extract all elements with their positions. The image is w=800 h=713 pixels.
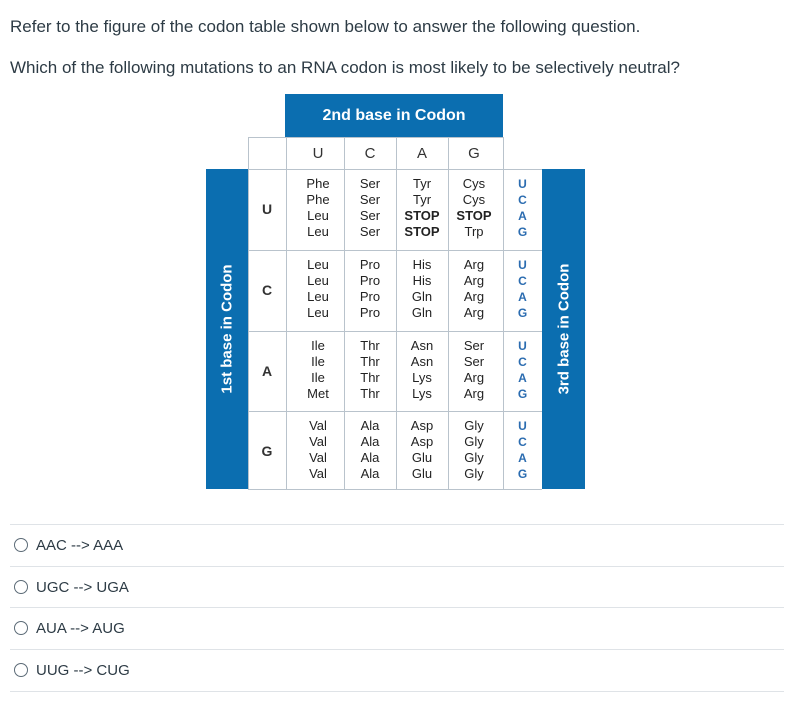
amino-acid: His: [412, 257, 432, 272]
answer-option-label: UUG --> CUG: [36, 661, 130, 679]
amino-acid: Leu: [307, 305, 329, 320]
amino-acid: Arg: [463, 370, 485, 385]
second-base-G: G: [468, 144, 480, 162]
answer-option-label: AUA --> AUG: [36, 619, 125, 637]
third-base-A: A: [518, 290, 527, 304]
third-base-letters: [503, 338, 542, 402]
third-base-G: G: [517, 387, 528, 401]
radio-button[interactable]: [14, 663, 28, 677]
amino-acid: Pro: [359, 289, 381, 304]
first-base-C: C: [261, 282, 273, 298]
answer-option-label: UGC --> UGA: [36, 578, 129, 596]
amino-acid: Val: [309, 450, 327, 465]
second-base-U: U: [312, 144, 324, 162]
amino-acid: Thr: [360, 338, 380, 353]
amino-acid: Ser: [463, 338, 485, 353]
amino-acid: Ile: [311, 338, 325, 353]
amino-acid: Arg: [463, 289, 485, 304]
amino-acid: Lys: [412, 386, 432, 401]
amino-acid: Cys: [462, 192, 486, 207]
option-separator: [10, 649, 784, 650]
codon-cell: [396, 338, 448, 402]
third-base-C: C: [518, 435, 527, 449]
amino-acid: Gln: [411, 305, 433, 320]
amino-acid: Leu: [307, 208, 329, 223]
amino-acid: Ile: [311, 354, 325, 369]
second-base-header: 2nd base in Codon: [285, 94, 503, 137]
amino-acid: Ser: [359, 208, 381, 223]
amino-acid: Arg: [463, 305, 485, 320]
amino-acid: Lys: [412, 370, 432, 385]
amino-acid: Gln: [411, 289, 433, 304]
third-base-A: A: [518, 371, 527, 385]
amino-acid: Val: [309, 434, 327, 449]
first-base-sidebar: [206, 169, 248, 489]
amino-acid: Ser: [359, 224, 381, 239]
third-base-C: C: [518, 274, 527, 288]
amino-acid: Ala: [360, 434, 380, 449]
first-base-label: 1st base in Codon: [218, 264, 236, 394]
radio-button[interactable]: [14, 621, 28, 635]
codon-cell: [292, 257, 344, 321]
codon-cell: [292, 176, 344, 240]
amino-acid: Gly: [464, 418, 484, 433]
amino-acid: Leu: [307, 224, 329, 239]
third-base-U: U: [518, 177, 527, 191]
amino-acid: Arg: [463, 257, 485, 272]
codon-cell: [396, 418, 448, 482]
answer-option[interactable]: [14, 575, 129, 599]
question-intro: Refer to the figure of the codon table shown below to answer the following question.: [10, 17, 641, 36]
grid-line: [248, 250, 542, 251]
third-base-letters: [503, 418, 542, 482]
answer-option[interactable]: [14, 658, 130, 682]
amino-acid: Thr: [360, 386, 380, 401]
grid-line: [248, 331, 542, 332]
codon-cell: [396, 257, 448, 321]
third-base-C: C: [518, 355, 527, 369]
amino-acid: Tyr: [412, 192, 432, 207]
stop-codon: STOP: [404, 208, 440, 223]
codon-cell: [292, 418, 344, 482]
codon-cell: [344, 257, 396, 321]
third-base-G: G: [517, 225, 528, 239]
amino-acid: Gly: [464, 466, 484, 481]
amino-acid: Asp: [410, 434, 434, 449]
grid-line: [248, 137, 249, 489]
first-base-G: G: [261, 443, 273, 459]
amino-acid: Leu: [307, 289, 329, 304]
third-base-sidebar: [542, 169, 585, 489]
grid-line: [248, 411, 542, 412]
amino-acid: Thr: [360, 370, 380, 385]
codon-cell: [344, 338, 396, 402]
second-base-C: C: [364, 144, 376, 162]
amino-acid: Phe: [306, 176, 330, 191]
third-base-label: 3rd base in Codon: [555, 263, 572, 395]
codon-cell: [448, 176, 500, 240]
third-base-A: A: [518, 451, 527, 465]
codon-cell: [448, 257, 500, 321]
amino-acid: Val: [309, 466, 327, 481]
amino-acid: Thr: [360, 354, 380, 369]
amino-acid: Ser: [359, 176, 381, 191]
option-separator: [10, 524, 784, 525]
codon-cell: [396, 176, 448, 240]
option-separator: [10, 691, 784, 692]
amino-acid: Asn: [410, 354, 434, 369]
answer-option[interactable]: [14, 616, 125, 640]
grid-line: [248, 489, 542, 490]
third-base-G: G: [517, 467, 528, 481]
third-base-C: C: [518, 193, 527, 207]
option-separator: [10, 607, 784, 608]
codon-cell: [344, 176, 396, 240]
grid-line: [286, 137, 287, 489]
amino-acid: Ser: [463, 354, 485, 369]
amino-acid: Arg: [463, 273, 485, 288]
third-base-letters: [503, 176, 542, 240]
amino-acid: Tyr: [412, 176, 432, 191]
option-separator: [10, 566, 784, 567]
third-base-A: A: [518, 209, 527, 223]
third-base-letters: [503, 257, 542, 321]
amino-acid: Asn: [410, 338, 434, 353]
amino-acid: Pro: [359, 257, 381, 272]
amino-acid: Gly: [464, 434, 484, 449]
amino-acid: Gly: [464, 450, 484, 465]
codon-cell: [292, 338, 344, 402]
third-base-G: G: [517, 306, 528, 320]
amino-acid: Pro: [359, 273, 381, 288]
radio-button[interactable]: [14, 580, 28, 594]
codon-cell: [448, 338, 500, 402]
second-base-A: A: [416, 144, 427, 162]
amino-acid: Arg: [463, 386, 485, 401]
amino-acid: Leu: [307, 273, 329, 288]
question-prompt: Which of the following mutations to an RNA codon is most likely to be selectively neutral?: [10, 58, 680, 77]
codon-cell: [448, 418, 500, 482]
amino-acid: Trp: [464, 224, 484, 239]
amino-acid: Ile: [311, 370, 325, 385]
grid-line: [248, 169, 542, 170]
third-base-U: U: [518, 419, 527, 433]
answer-option-label: AAC --> AAA: [36, 536, 124, 554]
amino-acid: Met: [307, 386, 329, 401]
amino-acid: Glu: [411, 450, 433, 465]
third-base-U: U: [518, 339, 527, 353]
amino-acid: Cys: [462, 176, 486, 191]
amino-acid: Glu: [411, 466, 433, 481]
stop-codon: STOP: [456, 208, 492, 223]
first-base-U: U: [261, 201, 273, 217]
amino-acid: Pro: [359, 305, 381, 320]
answer-option[interactable]: [14, 533, 123, 557]
amino-acid: Ala: [360, 466, 380, 481]
stop-codon: STOP: [404, 224, 440, 239]
amino-acid: Asp: [410, 418, 434, 433]
amino-acid: Val: [309, 418, 327, 433]
third-base-U: U: [518, 258, 527, 272]
amino-acid: Ala: [360, 418, 380, 433]
codon-cell: [344, 418, 396, 482]
amino-acid: Leu: [307, 257, 329, 272]
amino-acid: Ser: [359, 192, 381, 207]
amino-acid: Phe: [306, 192, 330, 207]
amino-acid: His: [412, 273, 432, 288]
first-base-A: A: [261, 363, 273, 379]
amino-acid: Ala: [360, 450, 380, 465]
radio-button[interactable]: [14, 538, 28, 552]
